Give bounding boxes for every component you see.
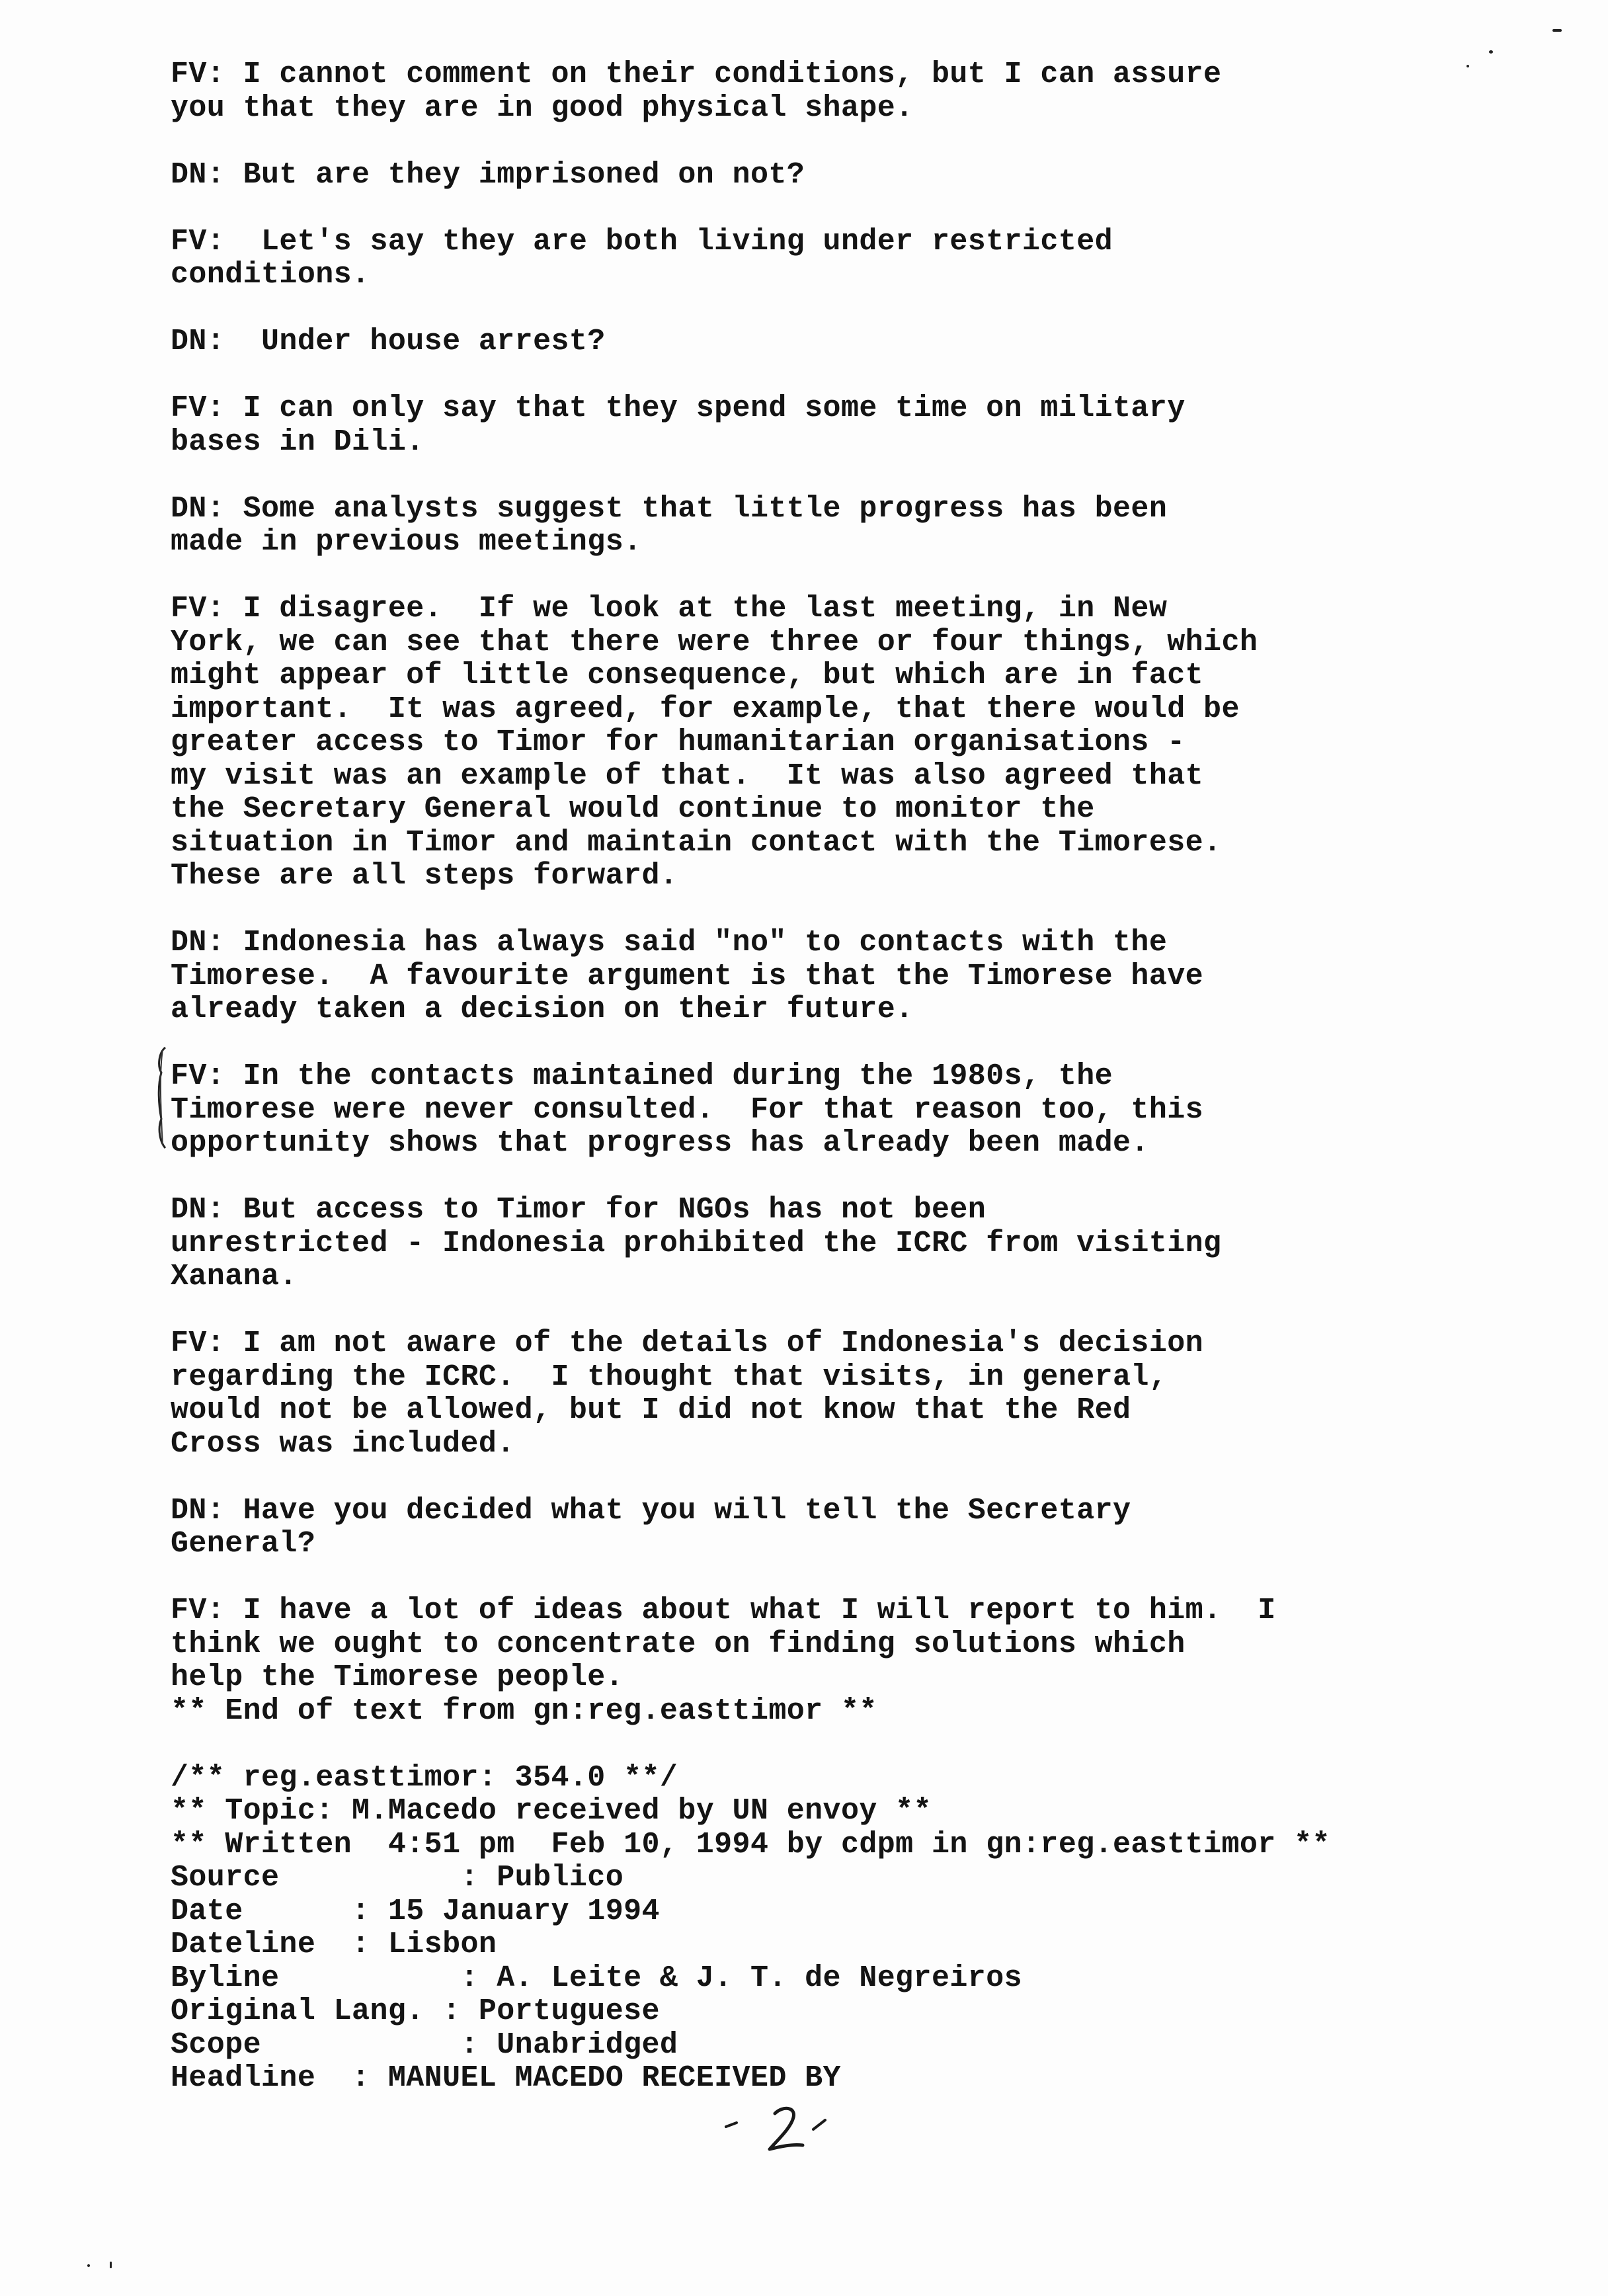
article-header xyxy=(171,1762,1493,2096)
paragraph-dn-imprisoned: DN: But are they imprisoned on not? xyxy=(171,157,805,192)
header-line-scope: Scope : Unabridged xyxy=(171,2028,678,2062)
scan-speck xyxy=(1552,29,1562,32)
header-line-topic: ** Topic: M.Macedo received by UN envoy ** xyxy=(171,1794,932,1828)
paragraph-fv-ideas: FV: I have a lot of ideas about what I will report to him. I think we ought to concentrate on finding solutions which help the Timorese people. xyxy=(171,1594,1276,1694)
paragraph-fv-restricted: FV: Let's say they are both living under restricted conditions. xyxy=(171,224,1113,292)
scan-speck xyxy=(110,2262,112,2268)
margin-bracket-mark xyxy=(156,1046,168,1149)
end-of-text-marker: ** End of text from gn:reg.easttimor ** xyxy=(171,1694,877,1728)
paragraph-fv-military-bases: FV: I can only say that they spend some time on military bases in Dili. xyxy=(171,391,1186,459)
header-line-dateline: Dateline : Lisbon xyxy=(171,1928,497,1961)
header-line-source: Source : Publico xyxy=(171,1861,624,1895)
header-line-byline: Byline : A. Leite & J. T. de Negreiros xyxy=(171,1961,1023,1995)
paragraph-dn-house-arrest: DN: Under house arrest? xyxy=(171,325,606,358)
header-line-written: ** Written 4:51 pm Feb 10, 1994 by cdpm in gn:reg.easttimor ** xyxy=(171,1827,1330,1862)
scan-speck xyxy=(1489,50,1493,54)
header-line-original-lang: Original Lang. : Portuguese xyxy=(171,1994,660,2028)
document-body xyxy=(171,58,1493,2096)
paragraph-fv-icrc: FV: I am not aware of the details of Indonesia's decision regarding the ICRC. I thought that visits, in general, would not be allowed, but I did not know that the Red Cross was included. xyxy=(171,1327,1204,1461)
paragraph-dn-ngo-access: DN: But access to Timor for NGOs has not been unrestricted - Indonesia prohibited the ICRC from visiting Xanana. xyxy=(171,1193,1222,1293)
paragraph-dn-analysts: DN: Some analysts suggest that little progress has been made in previous meetings. xyxy=(171,491,1168,559)
paragraph-fv-conditions: FV: I cannot comment on their conditions, but I can assure you that they are in good physical shape. xyxy=(171,58,1222,125)
paragraph-dn-secretary-general: DN: Have you decided what you will tell the Secretary General? xyxy=(171,1493,1131,1561)
paragraph-dn-indonesia-contacts: DN: Indonesia has always said "no" to contacts with the Timorese. A favourite argument is that the Timorese have already taken a decision on their future. xyxy=(171,926,1204,1026)
scan-speck xyxy=(87,2264,90,2267)
header-line-date: Date : 15 January 1994 xyxy=(171,1894,660,1928)
header-line-headline: Headline : MANUEL MACEDO RECEIVED BY xyxy=(171,2061,841,2095)
scan-speck xyxy=(1467,65,1469,67)
paragraph-fv-1980s: FV: In the contacts maintained during the 1980s, the Timorese were never consulted. For that reason too, this opportunity shows that progress has already been made. xyxy=(171,1059,1204,1160)
paragraph-fv-disagree: FV: I disagree. If we look at the last meeting, in New York, we can see that there were three or four things, which might appear of little consequence, but which are in fact important. It was agreed, for example, that there would be greater access to Timor for humanitarian organisations - my visit was an example of that. It was also agreed that the Secretary General would continue to monitor the situation in Timor and maintain contact with the Timorese. These are all steps forward. xyxy=(171,592,1258,893)
header-line-reg: /** reg.easttimor: 354.0 **/ xyxy=(171,1760,678,1795)
